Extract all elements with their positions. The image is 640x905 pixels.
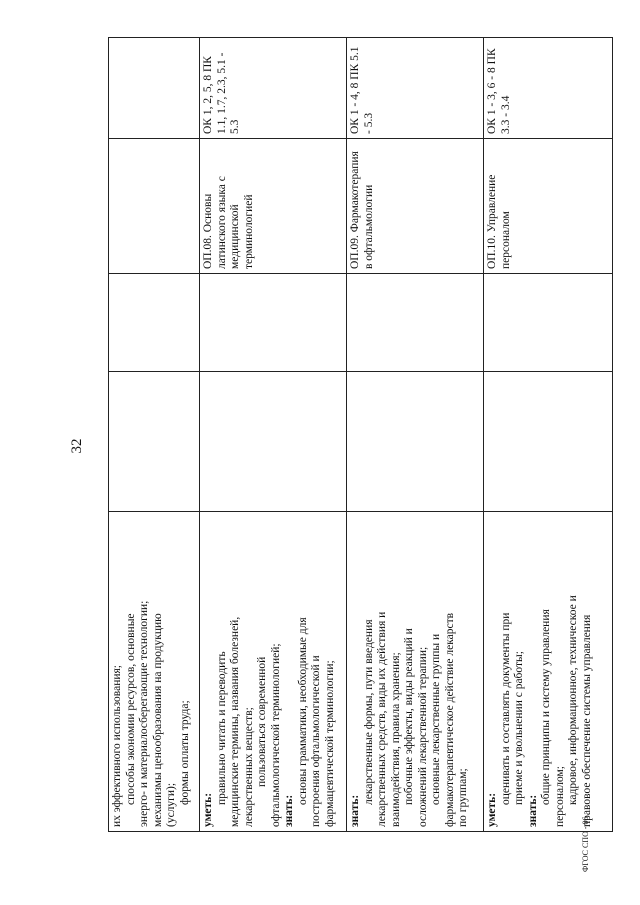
rotated-document [108,38,610,832]
knowledge-cell [200,512,347,832]
knowledge-line: энерго- и материалосберегающие технологии; [138,600,150,827]
rotated-table-container [108,38,610,832]
knowledge-line: (услуги); [165,782,177,827]
discipline-cell: ОП.10. Управление персоналом [484,139,613,274]
knowledge-line: основы грамматики, необходимые для [296,617,309,805]
knowledge-line: лекарственные формы, пути введения [362,619,375,805]
knowledge-line: пользоваться современной [256,656,268,787]
empty-cell [484,372,613,512]
knowledge-cell [484,512,613,832]
knowledge-line: уметь: [486,792,498,827]
empty-cell [200,372,347,512]
knowledge-cell [347,512,484,832]
knowledge-line: кадровое, информационное, техническое и [567,595,579,805]
knowledge-line: способы экономии ресурсов, основные [124,613,137,805]
competencies-cell: ОК 1 - 4, 8 ПК 5.1 - 5.3 [347,38,484,139]
knowledge-line: механизмы ценообразования на продукцию [151,613,164,827]
table-row [484,38,613,832]
page-number: 32 [69,438,85,454]
knowledge-line: основные лекарственные группы и [430,633,442,805]
knowledge-line: лекарственных средств, виды их действия и [376,611,388,827]
knowledge-line: офтальмологической терминологией; [269,643,282,827]
knowledge-line: правовое обеспечение системы управления [580,614,593,827]
discipline-cell [109,139,200,274]
knowledge-line: осложнений лекарственной терапии; [416,646,429,827]
empty-cell [484,274,613,372]
knowledge-line: фармацевтической терминологии; [323,660,336,827]
knowledge-line: знать: [526,794,539,827]
table-row [200,38,347,832]
empty-cell [109,274,200,372]
empty-cell [109,372,200,512]
footer-code: ФГОС СПО - 06 [581,816,590,872]
competencies-cell: ОК 1 - 3, 6 - 8 ПК 3.3 - 3.4 [484,38,613,139]
standards-table [108,37,613,832]
knowledge-cell [109,512,200,832]
knowledge-line: по группам; [457,768,469,827]
knowledge-line: знать: [349,794,361,827]
table-row [347,38,484,832]
knowledge-line: фармакотерапевтическое действие лекарств [443,612,456,827]
knowledge-line: побочные эффекты, виды реакций и [403,628,415,805]
knowledge-line: построения офтальмологической и [310,655,322,827]
knowledge-line: общие принципы и систему управления [540,609,552,805]
empty-cell [347,372,484,512]
knowledge-line: взаимодействия, правила хранения; [389,652,402,827]
knowledge-line: формы оплаты труда; [178,700,191,805]
knowledge-line: медицинские термины, названия болезней, [229,616,241,827]
knowledge-line: правильно читать и переводить [215,651,228,805]
knowledge-line: оценивать и составлять документы при [499,612,512,805]
knowledge-line: их эффективного использования; [111,665,123,827]
empty-cell [347,274,484,372]
empty-cell [200,274,347,372]
discipline-cell: ОП.09. Фармакотерапия в офтальмологии [347,139,484,274]
knowledge-line: приеме и увольнении с работы; [513,651,525,805]
competencies-cell [109,38,200,139]
competencies-cell: ОК 1, 2, 5, 8 ПК 1.1, 1.7, 2.3, 5.1 - 5.3 [200,38,347,139]
knowledge-line: уметь: [202,792,214,827]
table-row [109,38,200,832]
discipline-cell: ОП.08. Основы латинского языка с медицинской терминологией [200,139,347,274]
knowledge-line: лекарственных веществ; [242,707,255,827]
knowledge-line: знать: [283,794,295,827]
knowledge-line: персоналом; [553,766,566,827]
